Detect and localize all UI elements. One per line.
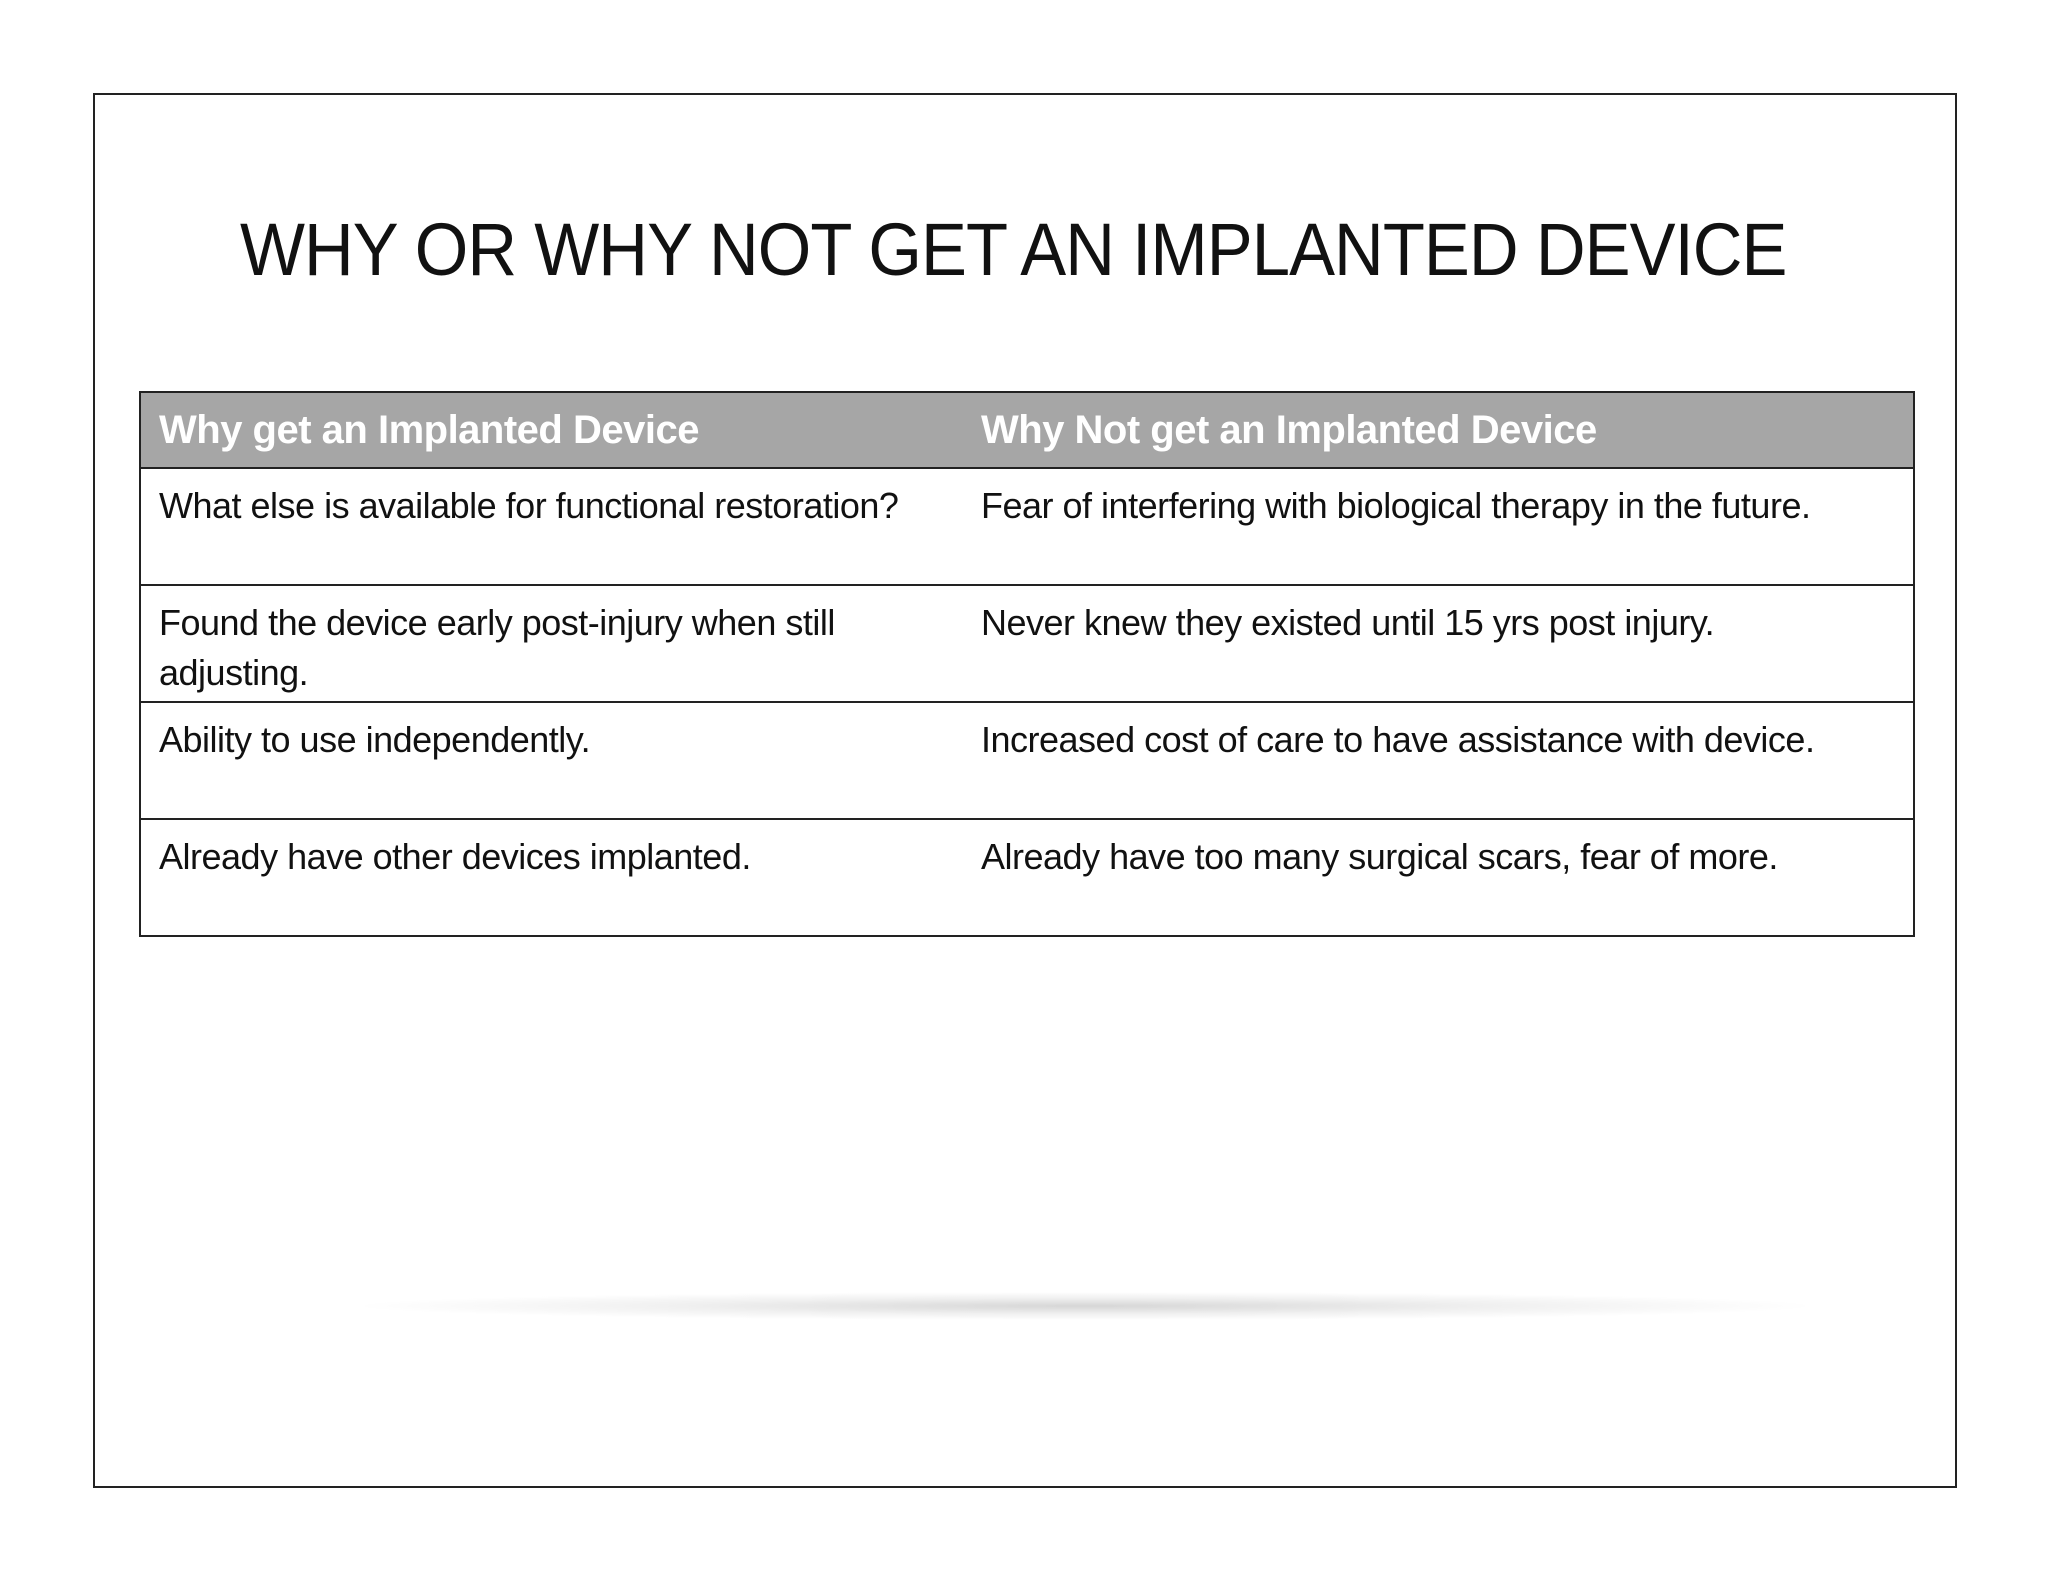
comparison-table	[139, 391, 1915, 937]
header-why: Why get an Implanted Device	[140, 392, 963, 468]
table-cell-why: What else is available for functional restoration?	[140, 468, 963, 585]
table-row	[140, 468, 1914, 585]
table-header-row	[140, 392, 1914, 468]
table-cell-why-not: Never knew they existed until 15 yrs post injury.	[963, 585, 1914, 702]
table-row	[140, 819, 1914, 936]
table-cell-why: Ability to use independently.	[140, 702, 963, 819]
table-cell-why: Already have other devices implanted.	[159, 836, 751, 877]
slide-title: WHY OR WHY NOT GET AN IMPLANTED DEVICE	[240, 208, 1787, 291]
table-row	[140, 585, 1914, 702]
table-cell-why-not: Already have too many surgical scars, fear of more.	[981, 836, 1778, 877]
header-why-not: Why Not get an Implanted Device	[963, 392, 1914, 468]
table-cell-why-not: Increased cost of care to have assistance with device.	[963, 702, 1914, 819]
slide-frame	[93, 93, 1957, 1488]
decorative-shadow-divider	[365, 1292, 1805, 1320]
table-cell-why-not: Fear of interfering with biological therapy in the future.	[963, 468, 1914, 585]
table-row	[140, 702, 1914, 819]
table-cell-why: Found the device early post-injury when still adjusting.	[140, 585, 963, 702]
comparison-table-container	[139, 391, 1913, 937]
